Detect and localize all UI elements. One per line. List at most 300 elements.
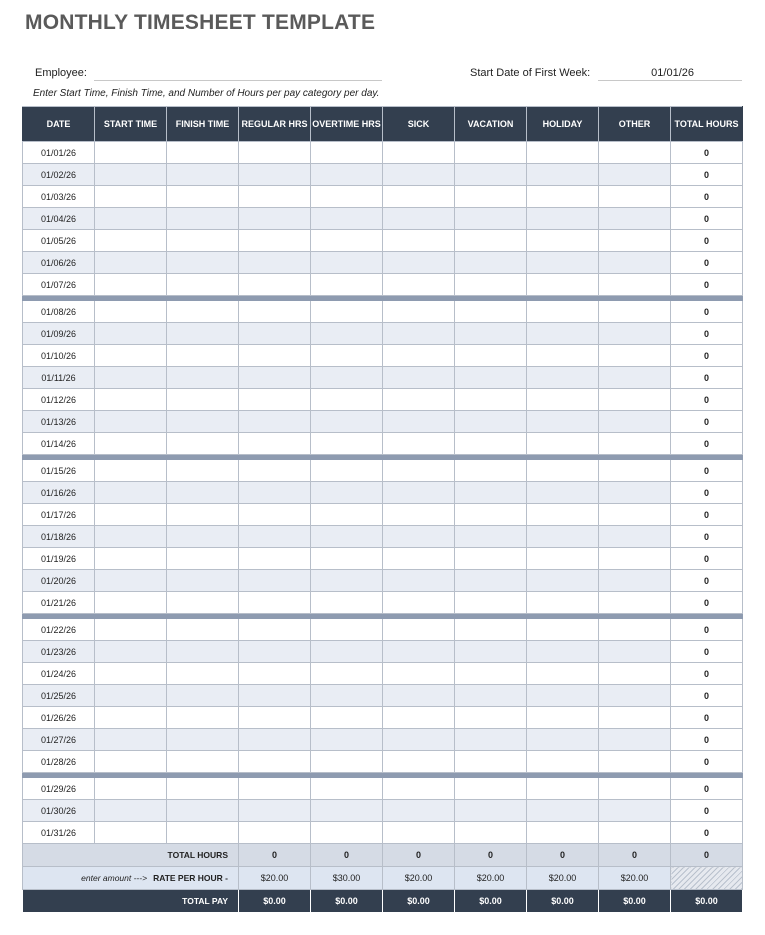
vacation-cell[interactable] (455, 345, 527, 367)
rate-holiday[interactable]: $20.00 (527, 867, 599, 890)
holiday-cell[interactable] (527, 778, 599, 800)
regular-hrs-cell[interactable] (239, 619, 311, 641)
regular-hrs-cell[interactable] (239, 707, 311, 729)
vacation-cell[interactable] (455, 460, 527, 482)
other-cell[interactable] (599, 367, 671, 389)
vacation-cell[interactable] (455, 592, 527, 614)
start-time-cell[interactable] (95, 142, 167, 164)
sick-cell[interactable] (383, 729, 455, 751)
regular-hrs-cell[interactable] (239, 345, 311, 367)
other-cell[interactable] (599, 345, 671, 367)
finish-time-cell[interactable] (167, 274, 239, 296)
vacation-cell[interactable] (455, 707, 527, 729)
holiday-cell[interactable] (527, 230, 599, 252)
total-overtime-hrs: 0 (311, 844, 383, 867)
regular-hrs-cell[interactable] (239, 274, 311, 296)
other-cell[interactable] (599, 411, 671, 433)
sick-cell[interactable] (383, 186, 455, 208)
other-cell[interactable] (599, 208, 671, 230)
finish-time-cell[interactable] (167, 751, 239, 773)
vacation-cell[interactable] (455, 433, 527, 455)
table-row (23, 778, 743, 800)
finish-time-cell[interactable] (167, 345, 239, 367)
start-time-cell[interactable] (95, 301, 167, 323)
column-header-regular-hrs: REGULAR HRS (239, 107, 311, 142)
sick-cell[interactable] (383, 619, 455, 641)
table-row (23, 729, 743, 751)
holiday-cell[interactable] (527, 663, 599, 685)
table-row (23, 252, 743, 274)
holiday-cell[interactable] (527, 526, 599, 548)
finish-time-cell[interactable] (167, 460, 239, 482)
finish-time-cell[interactable] (167, 230, 239, 252)
employee-field[interactable] (94, 80, 382, 81)
other-cell[interactable] (599, 164, 671, 186)
sick-cell[interactable] (383, 301, 455, 323)
vacation-cell[interactable] (455, 641, 527, 663)
vacation-cell[interactable] (455, 570, 527, 592)
finish-time-cell[interactable] (167, 592, 239, 614)
start-time-cell[interactable] (95, 433, 167, 455)
start-time-cell[interactable] (95, 208, 167, 230)
overtime-hrs-cell[interactable] (311, 433, 383, 455)
total-hours-cell: 0 (671, 504, 743, 526)
vacation-cell[interactable] (455, 164, 527, 186)
table-row (23, 751, 743, 773)
finish-time-cell[interactable] (167, 208, 239, 230)
overtime-hrs-cell[interactable] (311, 186, 383, 208)
start-time-cell[interactable] (95, 592, 167, 614)
sick-cell[interactable] (383, 641, 455, 663)
regular-hrs-cell[interactable] (239, 822, 311, 844)
finish-time-cell[interactable] (167, 301, 239, 323)
vacation-cell[interactable] (455, 663, 527, 685)
holiday-cell[interactable] (527, 482, 599, 504)
other-cell[interactable] (599, 526, 671, 548)
finish-time-cell[interactable] (167, 323, 239, 345)
table-row (23, 800, 743, 822)
regular-hrs-cell[interactable] (239, 641, 311, 663)
start-time-cell[interactable] (95, 751, 167, 773)
holiday-cell[interactable] (527, 751, 599, 773)
date-cell: 01/17/26 (23, 504, 95, 526)
regular-hrs-cell[interactable] (239, 323, 311, 345)
start-time-cell[interactable] (95, 323, 167, 345)
holiday-cell[interactable] (527, 411, 599, 433)
date-cell: 01/04/26 (23, 208, 95, 230)
start-time-cell[interactable] (95, 526, 167, 548)
regular-hrs-cell[interactable] (239, 230, 311, 252)
other-cell[interactable] (599, 663, 671, 685)
finish-time-cell[interactable] (167, 778, 239, 800)
table-row (23, 548, 743, 570)
vacation-cell[interactable] (455, 729, 527, 751)
sick-cell[interactable] (383, 142, 455, 164)
regular-hrs-cell[interactable] (239, 663, 311, 685)
holiday-cell[interactable] (527, 142, 599, 164)
regular-hrs-cell[interactable] (239, 460, 311, 482)
vacation-cell[interactable] (455, 548, 527, 570)
column-header-date: DATE (23, 107, 95, 142)
pay-holiday: $0.00 (527, 890, 599, 913)
regular-hrs-cell[interactable] (239, 433, 311, 455)
holiday-cell[interactable] (527, 274, 599, 296)
regular-hrs-cell[interactable] (239, 186, 311, 208)
sick-cell[interactable] (383, 504, 455, 526)
total-pay-row (23, 890, 743, 913)
other-cell[interactable] (599, 482, 671, 504)
vacation-cell[interactable] (455, 822, 527, 844)
regular-hrs-cell[interactable] (239, 411, 311, 433)
total-hours-cell: 0 (671, 323, 743, 345)
sick-cell[interactable] (383, 433, 455, 455)
holiday-cell[interactable] (527, 619, 599, 641)
overtime-hrs-cell[interactable] (311, 142, 383, 164)
finish-time-cell[interactable] (167, 729, 239, 751)
start-time-cell[interactable] (95, 707, 167, 729)
holiday-cell[interactable] (527, 208, 599, 230)
rate-sick[interactable]: $20.00 (383, 867, 455, 890)
holiday-cell[interactable] (527, 301, 599, 323)
other-cell[interactable] (599, 641, 671, 663)
other-cell[interactable] (599, 274, 671, 296)
holiday-cell[interactable] (527, 504, 599, 526)
sick-cell[interactable] (383, 230, 455, 252)
finish-time-cell[interactable] (167, 570, 239, 592)
finish-time-cell[interactable] (167, 800, 239, 822)
other-cell[interactable] (599, 230, 671, 252)
other-cell[interactable] (599, 433, 671, 455)
overtime-hrs-cell[interactable] (311, 641, 383, 663)
rate-regular[interactable]: $20.00 (239, 867, 311, 890)
regular-hrs-cell[interactable] (239, 778, 311, 800)
holiday-cell[interactable] (527, 592, 599, 614)
start-time-cell[interactable] (95, 729, 167, 751)
start-time-cell[interactable] (95, 411, 167, 433)
finish-time-cell[interactable] (167, 619, 239, 641)
other-cell[interactable] (599, 729, 671, 751)
vacation-cell[interactable] (455, 482, 527, 504)
rate-overtime[interactable]: $30.00 (311, 867, 383, 890)
overtime-hrs-cell[interactable] (311, 389, 383, 411)
holiday-cell[interactable] (527, 164, 599, 186)
total-hours-cell: 0 (671, 460, 743, 482)
total-hours-cell: 0 (671, 751, 743, 773)
start-time-cell[interactable] (95, 252, 167, 274)
regular-hrs-cell[interactable] (239, 142, 311, 164)
holiday-cell[interactable] (527, 685, 599, 707)
sick-cell[interactable] (383, 592, 455, 614)
other-cell[interactable] (599, 323, 671, 345)
start-time-cell[interactable] (95, 504, 167, 526)
finish-time-cell[interactable] (167, 433, 239, 455)
other-cell[interactable] (599, 301, 671, 323)
finish-time-cell[interactable] (167, 142, 239, 164)
sick-cell[interactable] (383, 707, 455, 729)
overtime-hrs-cell[interactable] (311, 164, 383, 186)
overtime-hrs-cell[interactable] (311, 751, 383, 773)
other-cell[interactable] (599, 800, 671, 822)
vacation-cell[interactable] (455, 685, 527, 707)
vacation-cell[interactable] (455, 208, 527, 230)
finish-time-cell[interactable] (167, 548, 239, 570)
start-time-cell[interactable] (95, 685, 167, 707)
table-row (23, 367, 743, 389)
vacation-cell[interactable] (455, 252, 527, 274)
other-cell[interactable] (599, 685, 671, 707)
overtime-hrs-cell[interactable] (311, 274, 383, 296)
rate-other[interactable]: $20.00 (599, 867, 671, 890)
start-time-cell[interactable] (95, 164, 167, 186)
finish-time-cell[interactable] (167, 641, 239, 663)
sick-cell[interactable] (383, 526, 455, 548)
table-row (23, 663, 743, 685)
other-cell[interactable] (599, 548, 671, 570)
vacation-cell[interactable] (455, 778, 527, 800)
pay-other: $0.00 (599, 890, 671, 913)
sick-cell[interactable] (383, 208, 455, 230)
vacation-cell[interactable] (455, 504, 527, 526)
overtime-hrs-cell[interactable] (311, 707, 383, 729)
regular-hrs-cell[interactable] (239, 367, 311, 389)
other-cell[interactable] (599, 142, 671, 164)
holiday-cell[interactable] (527, 729, 599, 751)
other-cell[interactable] (599, 504, 671, 526)
other-cell[interactable] (599, 186, 671, 208)
overtime-hrs-cell[interactable] (311, 367, 383, 389)
sick-cell[interactable] (383, 345, 455, 367)
other-cell[interactable] (599, 778, 671, 800)
vacation-cell[interactable] (455, 301, 527, 323)
vacation-cell[interactable] (455, 186, 527, 208)
pay-regular: $0.00 (239, 890, 311, 913)
finish-time-cell[interactable] (167, 526, 239, 548)
date-cell: 01/03/26 (23, 186, 95, 208)
overtime-hrs-cell[interactable] (311, 504, 383, 526)
vacation-cell[interactable] (455, 367, 527, 389)
finish-time-cell[interactable] (167, 252, 239, 274)
vacation-cell[interactable] (455, 526, 527, 548)
overtime-hrs-cell[interactable] (311, 411, 383, 433)
total-hours-cell: 0 (671, 548, 743, 570)
holiday-cell[interactable] (527, 822, 599, 844)
sick-cell[interactable] (383, 323, 455, 345)
start-time-cell[interactable] (95, 663, 167, 685)
timesheet-body (23, 142, 743, 844)
regular-hrs-cell[interactable] (239, 208, 311, 230)
finish-time-cell[interactable] (167, 685, 239, 707)
overtime-hrs-cell[interactable] (311, 570, 383, 592)
overtime-hrs-cell[interactable] (311, 822, 383, 844)
start-time-cell[interactable] (95, 482, 167, 504)
total-vacation: 0 (455, 844, 527, 867)
finish-time-cell[interactable] (167, 482, 239, 504)
total-sick: 0 (383, 844, 455, 867)
sick-cell[interactable] (383, 663, 455, 685)
date-cell: 01/08/26 (23, 301, 95, 323)
instructions: Enter Start Time, Finish Time, and Number of Hours per pay category per day. (33, 88, 380, 99)
overtime-hrs-cell[interactable] (311, 208, 383, 230)
vacation-cell[interactable] (455, 230, 527, 252)
other-cell[interactable] (599, 460, 671, 482)
sick-cell[interactable] (383, 367, 455, 389)
vacation-cell[interactable] (455, 274, 527, 296)
overtime-hrs-cell[interactable] (311, 592, 383, 614)
total-other: 0 (599, 844, 671, 867)
vacation-cell[interactable] (455, 800, 527, 822)
sick-cell[interactable] (383, 460, 455, 482)
holiday-cell[interactable] (527, 367, 599, 389)
regular-hrs-cell[interactable] (239, 592, 311, 614)
start-time-cell[interactable] (95, 274, 167, 296)
finish-time-cell[interactable] (167, 411, 239, 433)
start-time-cell[interactable] (95, 345, 167, 367)
start-time-cell[interactable] (95, 619, 167, 641)
sick-cell[interactable] (383, 164, 455, 186)
sick-cell[interactable] (383, 822, 455, 844)
date-cell: 01/29/26 (23, 778, 95, 800)
holiday-cell[interactable] (527, 186, 599, 208)
sick-cell[interactable] (383, 411, 455, 433)
other-cell[interactable] (599, 619, 671, 641)
overtime-hrs-cell[interactable] (311, 619, 383, 641)
overtime-hrs-cell[interactable] (311, 685, 383, 707)
table-row (23, 482, 743, 504)
sick-cell[interactable] (383, 570, 455, 592)
regular-hrs-cell[interactable] (239, 570, 311, 592)
vacation-cell[interactable] (455, 323, 527, 345)
regular-hrs-cell[interactable] (239, 504, 311, 526)
start-time-cell[interactable] (95, 800, 167, 822)
holiday-cell[interactable] (527, 323, 599, 345)
overtime-hrs-cell[interactable] (311, 778, 383, 800)
vacation-cell[interactable] (455, 142, 527, 164)
holiday-cell[interactable] (527, 389, 599, 411)
finish-time-cell[interactable] (167, 389, 239, 411)
overtime-hrs-cell[interactable] (311, 252, 383, 274)
regular-hrs-cell[interactable] (239, 685, 311, 707)
overtime-hrs-cell[interactable] (311, 460, 383, 482)
other-cell[interactable] (599, 707, 671, 729)
holiday-cell[interactable] (527, 345, 599, 367)
overtime-hrs-cell[interactable] (311, 800, 383, 822)
total-hours-cell: 0 (671, 345, 743, 367)
regular-hrs-cell[interactable] (239, 800, 311, 822)
regular-hrs-cell[interactable] (239, 548, 311, 570)
holiday-cell[interactable] (527, 252, 599, 274)
start-time-cell[interactable] (95, 570, 167, 592)
start-date-value[interactable]: 01/01/26 (651, 67, 694, 79)
sick-cell[interactable] (383, 252, 455, 274)
table-row (23, 230, 743, 252)
start-time-cell[interactable] (95, 641, 167, 663)
vacation-cell[interactable] (455, 619, 527, 641)
other-cell[interactable] (599, 592, 671, 614)
other-cell[interactable] (599, 570, 671, 592)
rate-vacation[interactable]: $20.00 (455, 867, 527, 890)
overtime-hrs-cell[interactable] (311, 323, 383, 345)
finish-time-cell[interactable] (167, 367, 239, 389)
sick-cell[interactable] (383, 778, 455, 800)
date-cell: 01/19/26 (23, 548, 95, 570)
pay-overtime: $0.00 (311, 890, 383, 913)
table-row (23, 208, 743, 230)
finish-time-cell[interactable] (167, 663, 239, 685)
start-time-cell[interactable] (95, 230, 167, 252)
other-cell[interactable] (599, 389, 671, 411)
vacation-cell[interactable] (455, 411, 527, 433)
holiday-cell[interactable] (527, 548, 599, 570)
start-time-cell[interactable] (95, 389, 167, 411)
sick-cell[interactable] (383, 389, 455, 411)
overtime-hrs-cell[interactable] (311, 548, 383, 570)
sick-cell[interactable] (383, 274, 455, 296)
holiday-cell[interactable] (527, 460, 599, 482)
sick-cell[interactable] (383, 482, 455, 504)
start-time-cell[interactable] (95, 778, 167, 800)
finish-time-cell[interactable] (167, 822, 239, 844)
holiday-cell[interactable] (527, 570, 599, 592)
holiday-cell[interactable] (527, 800, 599, 822)
holiday-cell[interactable] (527, 641, 599, 663)
finish-time-cell[interactable] (167, 186, 239, 208)
total-hours-cell: 0 (671, 729, 743, 751)
sick-cell[interactable] (383, 800, 455, 822)
overtime-hrs-cell[interactable] (311, 482, 383, 504)
vacation-cell[interactable] (455, 389, 527, 411)
regular-hrs-cell[interactable] (239, 729, 311, 751)
vacation-cell[interactable] (455, 751, 527, 773)
start-time-cell[interactable] (95, 548, 167, 570)
regular-hrs-cell[interactable] (239, 252, 311, 274)
regular-hrs-cell[interactable] (239, 389, 311, 411)
overtime-hrs-cell[interactable] (311, 345, 383, 367)
regular-hrs-cell[interactable] (239, 482, 311, 504)
sick-cell[interactable] (383, 548, 455, 570)
other-cell[interactable] (599, 822, 671, 844)
finish-time-cell[interactable] (167, 707, 239, 729)
start-time-cell[interactable] (95, 460, 167, 482)
total-hours-cell: 0 (671, 230, 743, 252)
regular-hrs-cell[interactable] (239, 301, 311, 323)
holiday-cell[interactable] (527, 707, 599, 729)
start-date-field[interactable] (598, 80, 742, 81)
regular-hrs-cell[interactable] (239, 164, 311, 186)
other-cell[interactable] (599, 252, 671, 274)
other-cell[interactable] (599, 751, 671, 773)
overtime-hrs-cell[interactable] (311, 663, 383, 685)
overtime-hrs-cell[interactable] (311, 729, 383, 751)
employee-label: Employee: (35, 67, 87, 79)
sick-cell[interactable] (383, 685, 455, 707)
start-time-cell[interactable] (95, 367, 167, 389)
regular-hrs-cell[interactable] (239, 526, 311, 548)
overtime-hrs-cell[interactable] (311, 230, 383, 252)
table-row (23, 641, 743, 663)
overtime-hrs-cell[interactable] (311, 301, 383, 323)
start-time-cell[interactable] (95, 822, 167, 844)
regular-hrs-cell[interactable] (239, 751, 311, 773)
total-hours-cell: 0 (671, 685, 743, 707)
sick-cell[interactable] (383, 751, 455, 773)
finish-time-cell[interactable] (167, 504, 239, 526)
total-hours-cell: 0 (671, 186, 743, 208)
total-hours-cell: 0 (671, 482, 743, 504)
holiday-cell[interactable] (527, 433, 599, 455)
overtime-hrs-cell[interactable] (311, 526, 383, 548)
finish-time-cell[interactable] (167, 164, 239, 186)
start-time-cell[interactable] (95, 186, 167, 208)
